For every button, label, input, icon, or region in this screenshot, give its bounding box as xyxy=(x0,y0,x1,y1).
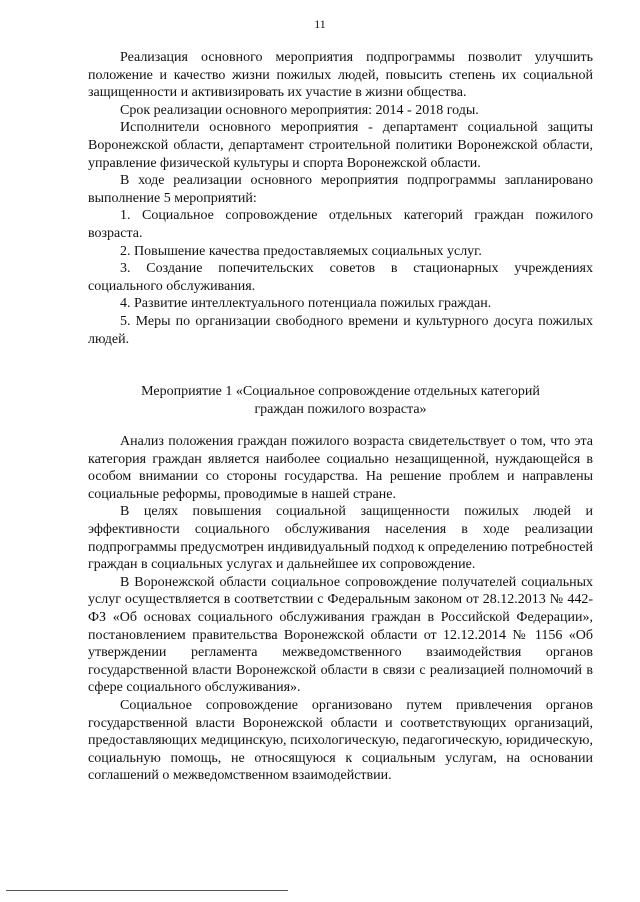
list-item: 3. Создание попечительских советов в стационарных учреждениях социального обслуживания. xyxy=(88,261,593,294)
paragraph: В целях повышения социальной защищенности пожилых людей и эффективности социального обслуживания населения в ходе реализации подпрограммы предусмотрен индивидуальный подход к определению потребностей граждан в социальных услугах и дальнейшее их сопровождение. xyxy=(88,504,593,573)
section-heading xyxy=(88,383,593,419)
paragraph: В ходе реализации основного мероприятия подпрограммы запланировано выполнение 5 мероприятий: xyxy=(88,173,593,206)
page-number: 11 xyxy=(314,17,326,31)
list-item: 5. Меры по организации свободного времени и культурного досуга пожилых людей. xyxy=(88,313,593,347)
paragraph: Исполнители основного мероприятия - департамент социальной защиты Воронежской области, департамент строительной политики Воронежской области, управление физической культуры и спорта Воронежской области. xyxy=(88,120,593,171)
footer-divider xyxy=(6,890,288,891)
list-item: 2. Повышение качества предоставляемых социальных услуг. xyxy=(120,243,482,259)
paragraph: Реализация основного мероприятия подпрограммы позволит улучшить положение и качество жизни пожилых людей, повысить степень их социальной защищенности и активизировать их участие в жизни общества. xyxy=(88,50,593,101)
list-item: 1. Социальное сопровождение отдельных категорий граждан пожилого возраста. xyxy=(88,208,593,241)
paragraph: Срок реализации основного мероприятия: 2014 - 2018 годы. xyxy=(120,102,479,118)
paragraph: В Воронежской области социальное сопровождение получателей социальных услуг осуществляется в соответствии с Федеральным законом от 28.12.2013 № 442-ФЗ «Об основах социального обслуживания граждан в Российской Федерации», постановлением правительства Воронежской области от 12.12.2014 № 1156 «Об утверждении регламента межведомственного взаимодействия органов государственной власти Воронежской области в связи с реализацией полномочий в сфере социального обслуживания». xyxy=(88,574,593,696)
section-heading-line: граждан пожилого возраста» xyxy=(254,402,427,417)
paragraph: Анализ положения граждан пожилого возраста свидетельствует о том, что эта категория граждан является наиболее социально незащищенной, нуждающейся в особом внимании со стороны государства. На решение проблем и направлены социальные реформы, проводимые в нашей стране. xyxy=(88,434,593,502)
section-text-block xyxy=(88,433,593,785)
list-item: 4. Развитие интеллектуального потенциала пожилых граждан. xyxy=(120,296,492,312)
paragraph: Социальное сопровождение организовано путем привлечения органов государственной власти Воронежской области и соответствующих организаций, предоставляющих медицинскую, психологическую, педагогическую, юридическую, социальную помощь, не относящуюся к социальным услугам, на основании соглашений о межведомственном взаимодействии. xyxy=(88,697,593,784)
section-heading-line: Мероприятие 1 «Социальное сопровождение отдельных категорий xyxy=(141,384,540,399)
intro-text-block xyxy=(88,49,593,348)
